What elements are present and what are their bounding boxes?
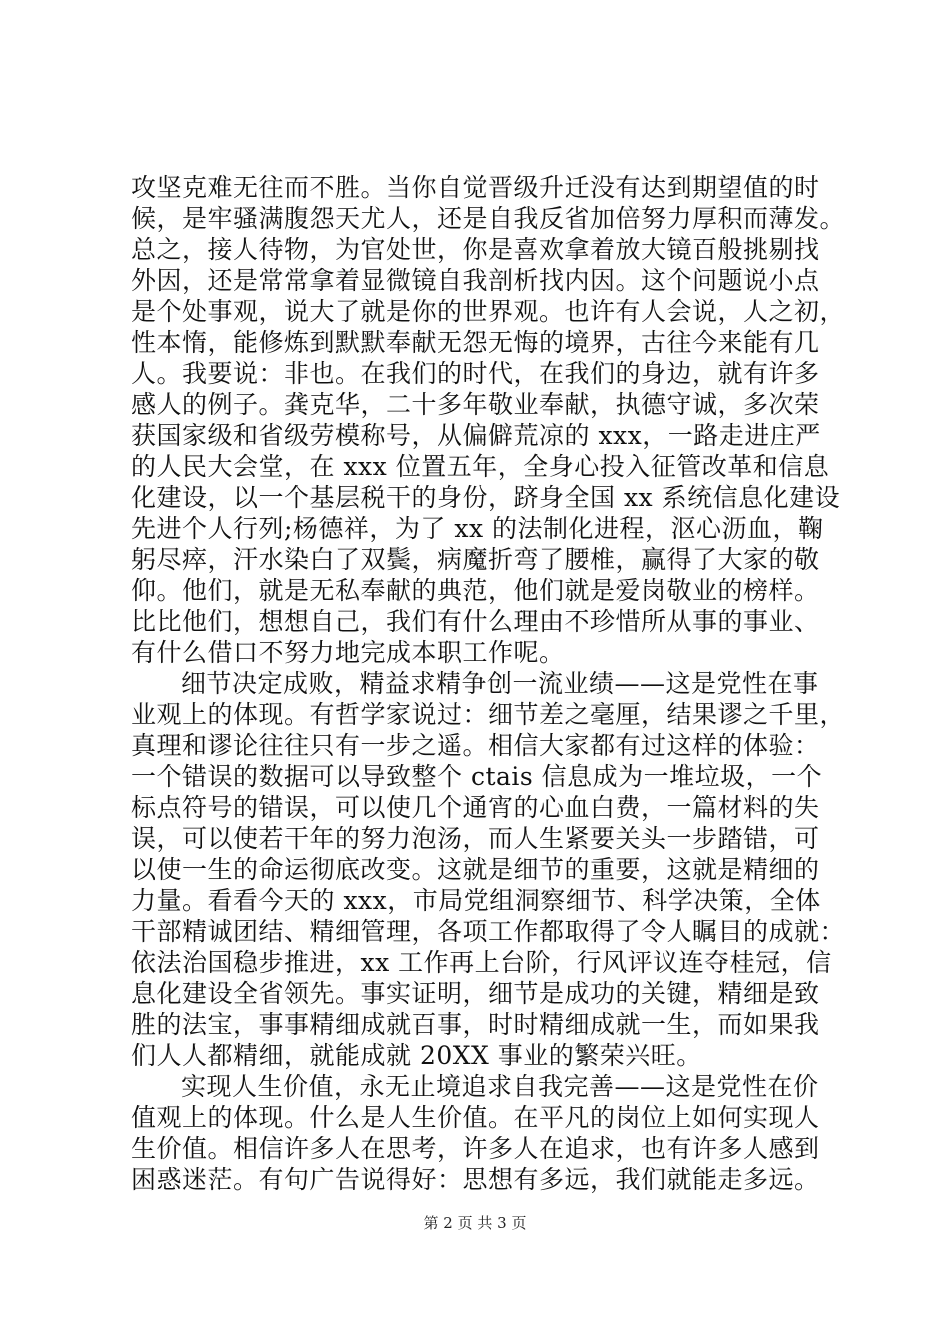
text-line: 标点符号的错误，可以使几个通宵的心血白费，一篇材料的失	[131, 793, 820, 822]
text-line: 一个错误的数据可以导致整个 ctais 信息成为一堆垃圾，一个	[131, 762, 823, 791]
text-line: 外因，还是常常拿着显微镜自我剖析找内因。这个问题说小点	[131, 266, 820, 295]
text-line: 干部精诚团结、精细管理，各项工作都取得了令人瞩目的成就：	[131, 917, 846, 946]
text-line: 性本惰，能修炼到默默奉献无怨无悔的境界，古往今来能有几	[131, 328, 820, 357]
text-line: 真理和谬论往往只有一步之遥。相信大家都有过这样的体验：	[131, 731, 820, 760]
text-line: 的人民大会堂，在 xxx 位置五年，全身心投入征管改革和信息	[131, 452, 830, 481]
text-line: 息化建设全省领先。事实证明，细节是成功的关键，精细是致	[131, 979, 820, 1008]
text-line: 获国家级和省级劳模称号，从偏僻荒凉的 xxx，一路走进庄严	[131, 421, 821, 450]
body-text	[131, 172, 846, 1195]
text-line: 攻坚克难无往而不胜。当你自觉晋级升迁没有达到期望值的时	[131, 173, 820, 202]
text-line: 实现人生价值，永无止境追求自我完善——这是党性在价	[181, 1072, 819, 1101]
text-line: 候，是牢骚满腹怨天尤人，还是自我反省加倍努力厚积而薄发。	[131, 204, 846, 233]
text-line: 是个处事观，说大了就是你的世界观。也许有人会说，人之初，	[131, 297, 846, 326]
text-line: 误，可以使若干年的努力泡汤，而人生紧要关头一步踏错，可	[131, 824, 820, 853]
text-line: 生价值。相信许多人在思考，许多人在追求，也有许多人感到	[131, 1134, 820, 1163]
text-line: 总之，接人待物，为官处世，你是喜欢拿着放大镜百般挑剔找	[131, 235, 820, 264]
text-line: 化建设，以一个基层税干的身份，跻身全国 xx 系统信息化建设	[131, 483, 841, 512]
text-line: 有什么借口不努力地完成本职工作呢。	[131, 638, 565, 667]
text-line: 业观上的体现。有哲学家说过：细节差之毫厘，结果谬之千里，	[131, 700, 846, 729]
text-line: 困惑迷茫。有句广告说得好：思想有多远，我们就能走多远。	[131, 1165, 820, 1194]
text-line: 仰。他们，就是无私奉献的典范，他们就是爱岗敬业的榜样。	[131, 576, 820, 605]
text-line: 细节决定成败，精益求精争创一流业绩——这是党性在事	[181, 669, 819, 698]
text-line: 值观上的体现。什么是人生价值。在平凡的岗位上如何实现人	[131, 1103, 820, 1132]
text-line: 感人的例子。龚克华，二十多年敬业奉献，执德守诚，多次荣	[131, 390, 820, 419]
text-line: 力量。看看今天的 xxx，市局党组洞察细节、科学决策，全体	[131, 886, 821, 915]
text-line: 人。我要说：非也。在我们的时代，在我们的身边，就有许多	[131, 359, 820, 388]
text-line: 躬尽瘁，汗水染白了双鬓，病魔折弯了腰椎，赢得了大家的敬	[131, 545, 820, 574]
text-line: 比比他们，想想自己，我们有什么理由不珍惜所从事的事业、	[131, 607, 820, 636]
page-footer: 第 2 页 共 3 页	[423, 1214, 527, 1232]
text-line: 依法治国稳步推进，xx 工作再上台阶，行风评议连夺桂冠，信	[131, 948, 832, 977]
text-line: 先进个人行列;杨德祥，为了 xx 的法制化进程，沤心沥血，鞠	[131, 514, 824, 543]
text-line: 以使一生的命运彻底改变。这就是细节的重要，这就是精细的	[131, 855, 820, 884]
text-line: 们人人都精细，就能成就 20XX 事业的繁荣兴旺。	[131, 1041, 702, 1070]
text-line: 胜的法宝，事事精细成就百事，时时精细成就一生，而如果我	[131, 1010, 820, 1039]
